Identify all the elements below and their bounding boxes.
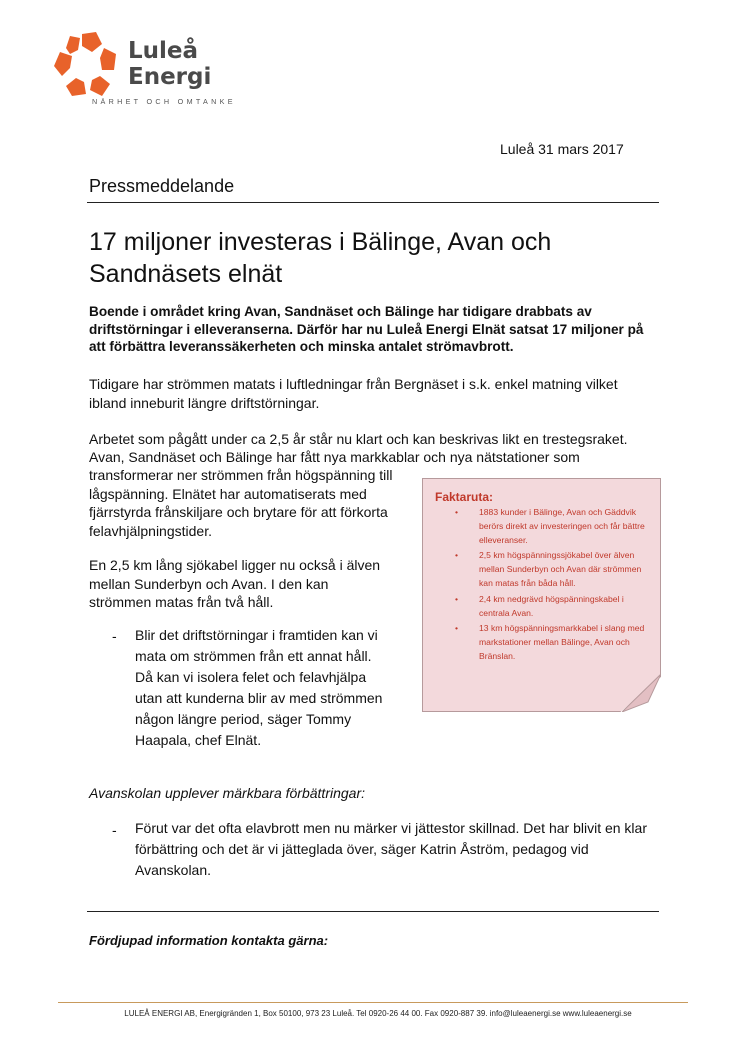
logo-tagline: NÄRHET OCH OMTANKE xyxy=(92,97,236,106)
list-item: • 1883 kunder i Bälinge, Avan och Gäddvik berörs direkt av investeringen och får bättre elleveranser. xyxy=(455,507,645,545)
article-lead: Boende i området kring Avan, Sandnäset och Bälinge har tidigare drabbats av driftstörningar i elleveranserna. Därför har nu Luleå Energi Elnät satsat 17 miljoner på att förbättra leveranssäkerheten och minska antalet strömavbrott. xyxy=(89,304,644,354)
logo-wordmark-line2: Energi xyxy=(128,64,212,90)
luleå-energi-logo-icon xyxy=(52,30,124,100)
fact-box-heading: Faktaruta: xyxy=(435,490,494,504)
paragraph-2-rest: transformerar ner strömmen från högspänning till lågspänning. Elnätet har automatiserats med fjärrstyrda frånskiljare och brytare för att förkorta felavhjälpningstider. xyxy=(89,467,393,539)
bullet-icon: • xyxy=(455,593,459,604)
bullet-icon: • xyxy=(455,623,459,634)
logo-wordmark-line1: Luleå xyxy=(128,38,199,64)
quote-2: Förut var det ofta elavbrott men nu märker vi jättestor skillnad. Det har blivit en klar förbättring och det är vi jätteglada över, säger Katrin Åström, pedagog vid Avanskolan. xyxy=(135,820,647,878)
footer-contact-info: LULEÅ ENERGI AB, Energigränden 1, Box 50100, 973 23 Luleå. Tel 0920-26 44 00. Fax 0920-887 39. info@luleaenergi.se www.luleaenergi.se xyxy=(124,1009,632,1018)
bullet-icon: • xyxy=(455,550,459,561)
bullet-icon: • xyxy=(455,507,459,517)
page-curl-icon xyxy=(622,674,661,712)
fact-box-list xyxy=(440,506,655,666)
paragraph-1: Tidigare har strömmen matats i luftledningar från Bergnäset i s.k. enkel matning vilket ibland inneburit längre driftstörningar. xyxy=(89,376,618,411)
quote-1: Blir det driftstörningar i framtiden kan vi mata om strömmen från ett annat håll. Då kan vi isolera felet och felavhjälpa utan att kunderna blir av med strömmen någon längre period, säger Tommy Haapala, chef Elnät. xyxy=(135,627,383,748)
article-title: 17 miljoner investeras i Bälinge, Avan och Sandnäsets elnät xyxy=(89,228,552,288)
paragraph-3: En 2,5 km lång sjökabel ligger nu också i älven mellan Sunderbyn och Avan. I den kan strömmen matas från två håll. xyxy=(89,557,381,610)
footer-divider xyxy=(58,1002,688,1003)
header-divider xyxy=(87,202,659,203)
contact-divider xyxy=(87,911,659,912)
list-item: • 2,4 km nedgrävd högspänningskabel i centrala Avan. xyxy=(455,593,624,618)
document-type: Pressmeddelande xyxy=(89,176,235,196)
list-item: • 2,5 km högspänningssjökabel över älven mellan Sunderbyn och Avan där strömmen kan matas från båda håll. xyxy=(455,550,642,588)
list-item: • 13 km högspänningsmarkkabel i slang med markstationer mellan Bälinge, Avan och Bränslan. xyxy=(455,623,645,661)
subheading-avanskolan: Avanskolan upplever märkbara förbättringar: xyxy=(89,785,366,801)
press-date: Luleå 31 mars 2017 xyxy=(500,141,624,157)
quote-2-dash: - xyxy=(112,822,117,838)
paragraph-2-line-1: Arbetet som pågått under ca 2,5 år står nu klart och kan beskrivas likt en trestegsraket. xyxy=(89,431,628,447)
contact-heading: Fördjupad information kontakta gärna: xyxy=(89,933,329,948)
quote-1-dash: - xyxy=(112,628,117,644)
paragraph-2-line-2: Avan, Sandnäset och Bälinge har fått nya markkablar och nya nätstationer som xyxy=(89,449,580,465)
